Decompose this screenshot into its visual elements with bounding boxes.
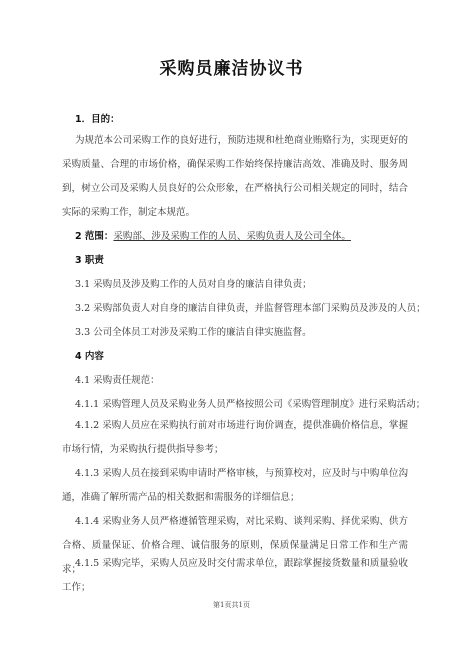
section-4-item-wrapped: 4.1.5 采购完毕，采购人员应及时交付需求单位，跟踪掌握接货数量和质量验收工作； — [62, 558, 408, 593]
section-3-item: 3.3 公司全体员工对涉及采购工作的廉洁自律实施监督。 — [75, 327, 312, 338]
section-2-heading — [75, 228, 351, 242]
section-2-heading-label: 2 范围： — [75, 231, 114, 242]
section-4-item: 4.1 采购责任规范： — [75, 375, 160, 386]
section-4-item-wrapped: 4.1.2 采购人员应在采购执行前对市场进行询价调查，提供准确价格信息，掌握市场行情，为采购执行提供指导参考； — [62, 420, 408, 455]
section-3-item: 3.2 采购部负责人对自身的廉洁自律负责，并监督管理本部门采购员及涉及的人员； — [75, 303, 426, 314]
section-3-item: 3.1 采购员及涉及购工作的人员对自身的廉洁自律负责； — [75, 279, 312, 290]
section-1-body: 为规范本公司采购工作的良好进行，预防违规和杜绝商业贿赂行为，实现更好的采购质量、合理的市场价格，确保采购工作始终保持廉洁高效、准确及时、服务周到，树立公司及采购人员良好的公众形象，在严格执行公司相关规定的同时，结合实际的采购工作，制定本规范。 — [62, 135, 408, 218]
section-4-item: 4.1.1 采购管理人员及采购业务人员严格按照公司《采购管理制度》进行采购活动； — [75, 399, 426, 410]
section-4-item-wrapped: 4.1.3 采购人员在接到采购申请时严格审核，与预算校对，应及时与中购单位沟通，准确了解所需产品的相关数据和需服务的详细信息； — [62, 468, 408, 503]
section-3-heading: 3 职责 — [75, 255, 104, 266]
section-4-item-wrapped: 4.1.4 采购业务人员严格遵循管理采购，对比采购、谈判采购、择优采购、供方合格、质量保证、价格合理、诚信服务的原则，保质保量满足日常工作和生产需求； — [62, 516, 408, 575]
section-4-heading: 4 内容 — [75, 351, 104, 362]
section-2-body: 采购部、涉及采购工作的人员、采购负责人及公司全体。 — [113, 231, 351, 242]
section-1-heading: 1．目的： — [75, 114, 120, 125]
page-footer: 第1页共1页 — [213, 601, 250, 609]
document-title: 采购员廉洁协议书 — [159, 59, 304, 79]
